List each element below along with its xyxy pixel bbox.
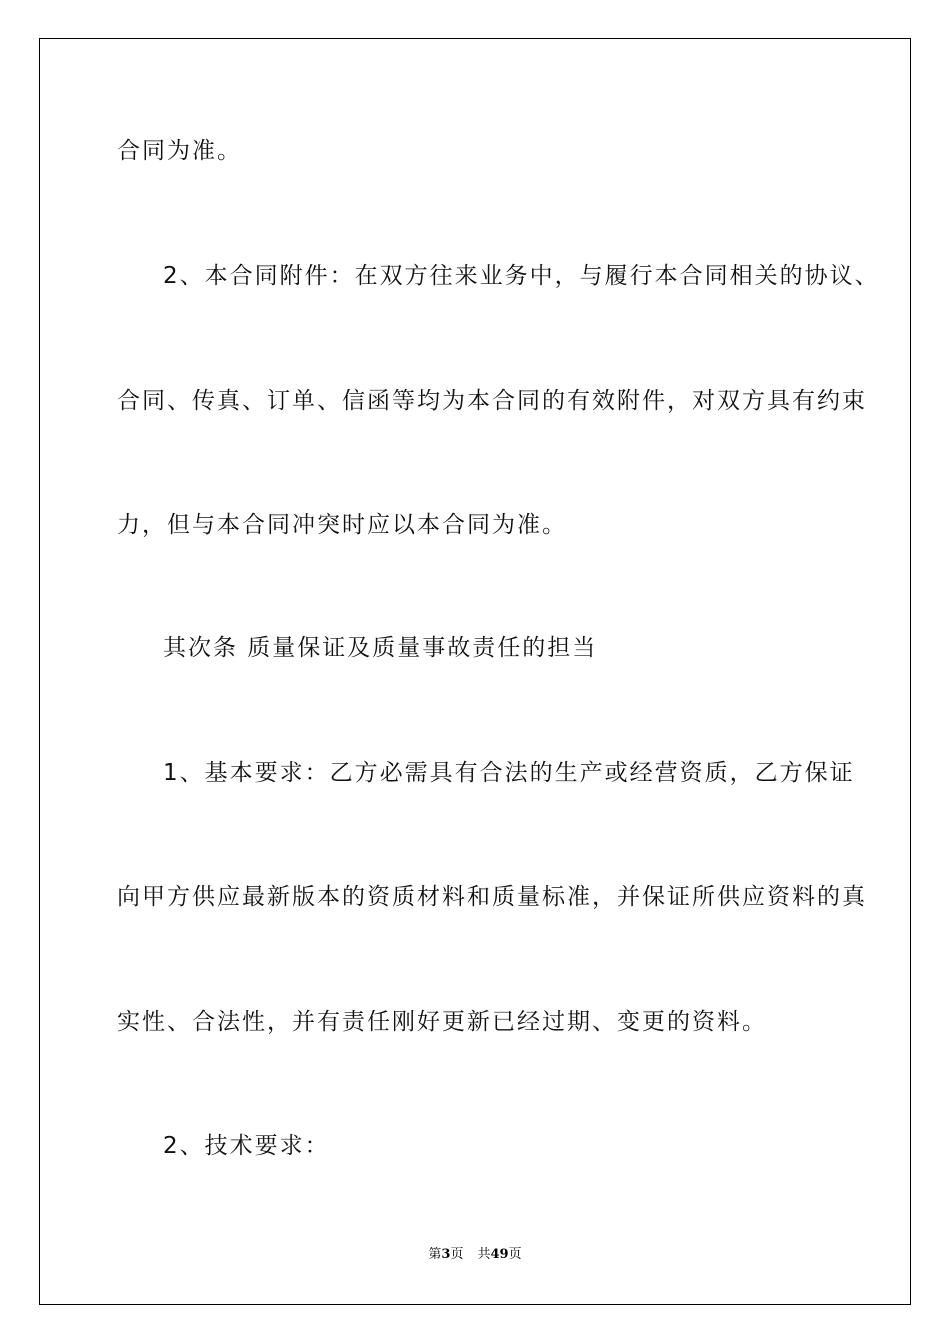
footer-page-suffix: 页 — [450, 1247, 464, 1262]
footer-total-pages: 49 — [490, 1247, 509, 1262]
page-footer — [0, 1246, 950, 1264]
body-line-1: 合同为准。 — [117, 138, 242, 164]
footer-page-number: 3 — [441, 1247, 451, 1262]
body-line-3: 合同、传真、订单、信函等均为本合同的有效附件，对双方具有约束 — [117, 388, 867, 414]
footer-page-prefix: 第 — [428, 1247, 442, 1262]
body-line-7: 向甲方供应最新版本的资质材料和质量标准，并保证所供应资料的真 — [117, 884, 867, 910]
body-line-8: 实性、合法性，并有责任刚好更新已经过期、变更的资料。 — [117, 1009, 767, 1035]
footer-total-prefix: 共 — [477, 1247, 491, 1262]
body-line-6: 1、基本要求：乙方必需具有合法的生产或经营资质，乙方保证 — [163, 760, 855, 786]
page-border — [39, 38, 911, 1305]
footer-total-suffix: 页 — [508, 1247, 522, 1262]
body-line-9: 2、技术要求： — [163, 1133, 330, 1159]
body-line-2: 2、本合同附件：在双方往来业务中，与履行本合同相关的协议、 — [163, 263, 880, 289]
section-heading: 其次条 质量保证及质量事故责任的担当 — [163, 635, 598, 661]
body-line-4: 力，但与本合同冲突时应以本合同为准。 — [117, 512, 567, 538]
